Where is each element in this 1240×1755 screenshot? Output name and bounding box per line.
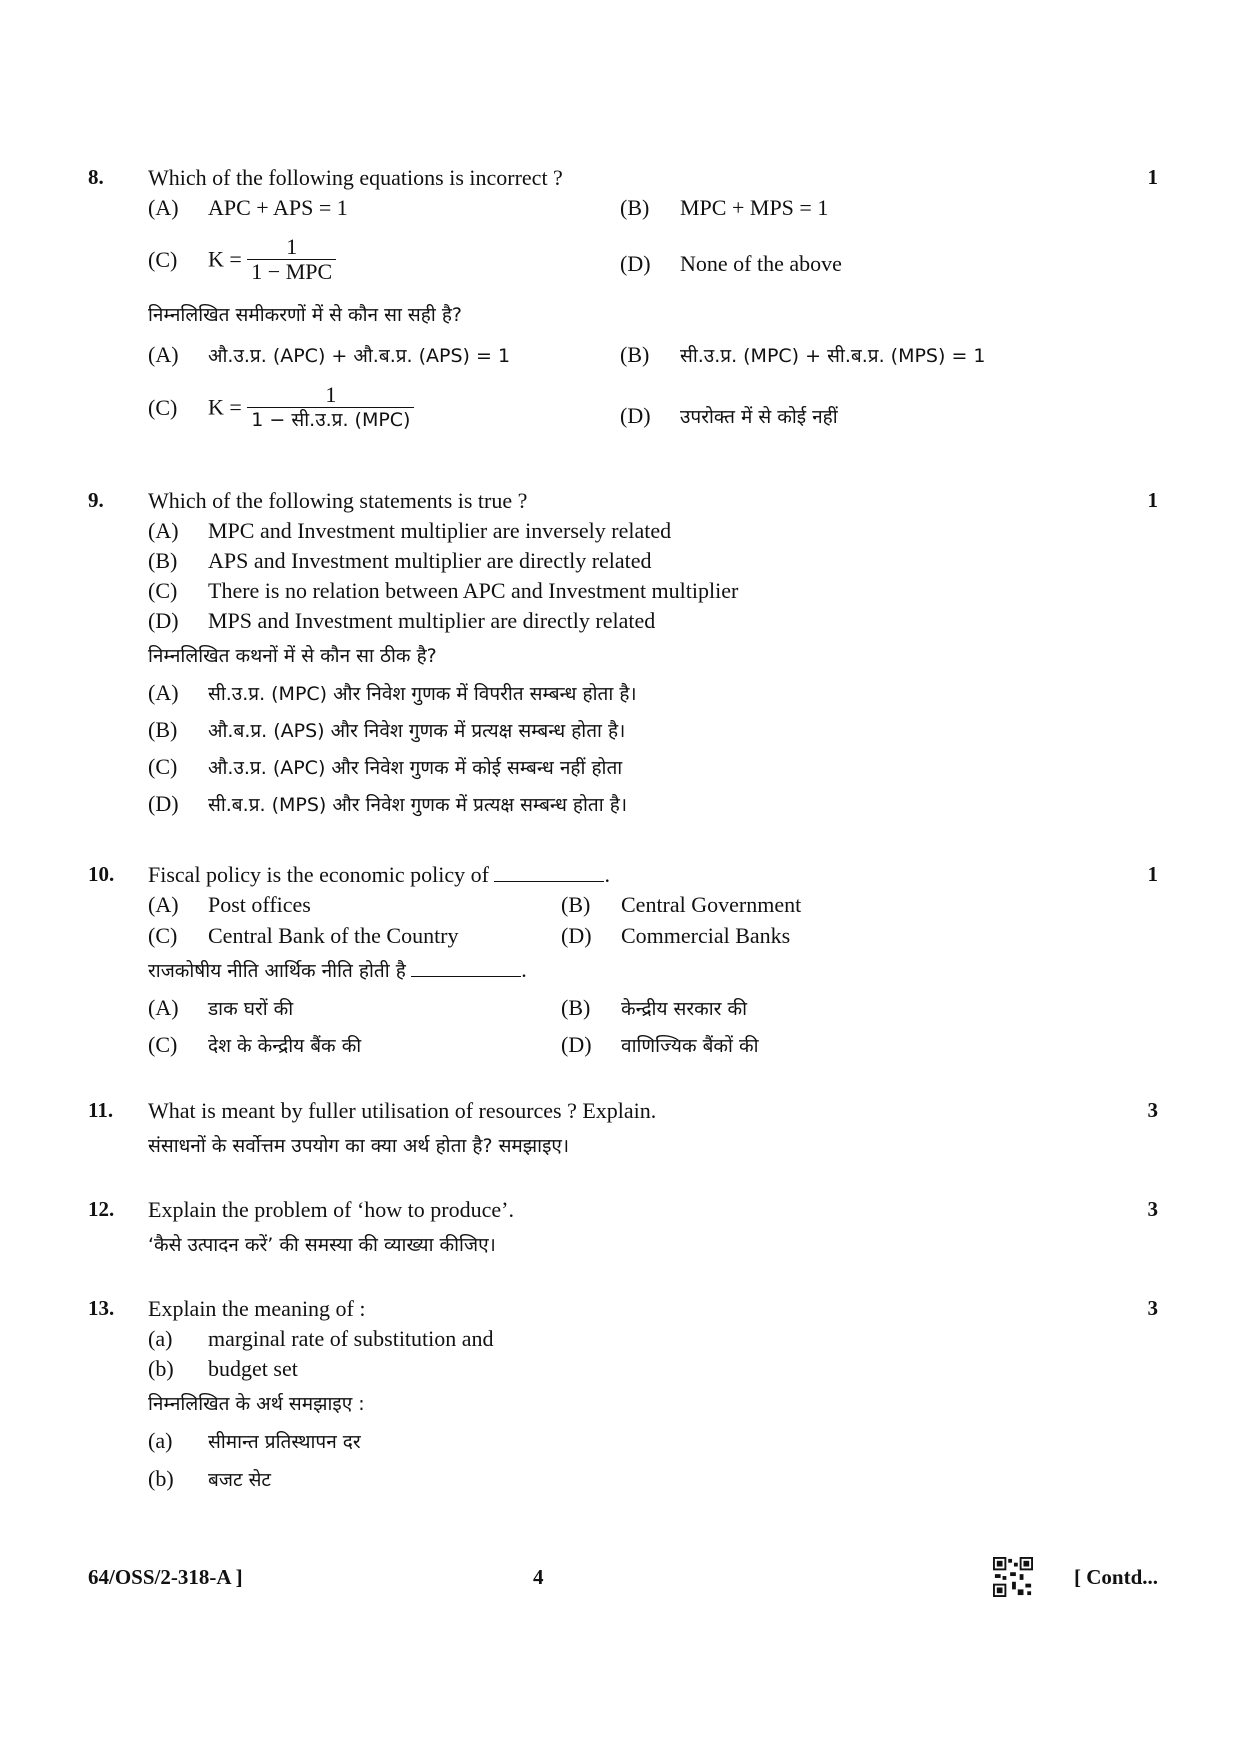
option-d-hi: (D) उपरोक्त में से कोई नहीं bbox=[620, 403, 838, 428]
question-text-hi: निम्नलिखित कथनों में से कौन सा ठीक है? bbox=[148, 645, 437, 667]
option-b: (B) APS and Investment multiplier are directly related bbox=[148, 548, 652, 573]
continued-label: [ Contd... bbox=[1073, 1565, 1158, 1589]
paper-code: 64/OSS/2-318-A ] bbox=[88, 1565, 243, 1589]
answer-blank bbox=[411, 958, 521, 977]
option-a-hi: (A) सी.उ.प्र. (MPC) और निवेश गुणक में विपरीत सम्बन्ध होता है। bbox=[148, 680, 637, 705]
question-text-hi: राजकोषीय नीति आर्थिक नीति होती है . bbox=[148, 957, 527, 982]
option-b-hi: (B) सी.उ.प्र. (MPC) + सी.ब.प्र. (MPS) = 1 bbox=[620, 342, 986, 367]
marks: 1 bbox=[1147, 862, 1158, 886]
option-a-hi: (A) औ.उ.प्र. (APC) + औ.ब.प्र. (APS) = 1 bbox=[148, 342, 511, 367]
question-text-en: What is meant by fuller utilisation of resources ? Explain. bbox=[148, 1098, 657, 1123]
qr-code-icon bbox=[993, 1557, 1033, 1597]
option-b: (B) Central Government bbox=[561, 892, 802, 917]
option-c-hi: (C) K = $\frac{1}{\text{1 − सी.उ.प्र. (MPC)}}$ bbox=[148, 383, 414, 432]
question-number: 11. bbox=[88, 1098, 114, 1122]
question-number: 12. bbox=[88, 1197, 115, 1221]
option-b-hi: (B) औ.ब.प्र. (APS) और निवेश गुणक में प्रत्यक्ष सम्बन्ध होता है। bbox=[148, 717, 626, 742]
option-a: (A) MPC and Investment multiplier are inversely related bbox=[148, 518, 672, 543]
option-d-hi: (D) सी.ब.प्र. (MPS) और निवेश गुणक में प्रत्यक्ष सम्बन्ध होता है। bbox=[148, 791, 628, 816]
option-d: (D) MPS and Investment multiplier are directly related bbox=[148, 608, 656, 633]
option-c-hi: (C) औ.उ.प्र. (APC) और निवेश गुणक में कोई सम्बन्ध नहीं होता bbox=[148, 754, 623, 779]
answer-blank bbox=[494, 863, 604, 882]
question-text-en: Fiscal policy is the economic policy of . bbox=[148, 862, 610, 887]
option-b-hi: (b) बजट सेट bbox=[148, 1466, 271, 1491]
question-text-en: Which of the following statements is true ? bbox=[148, 488, 528, 513]
option-a: (A) APC + APS = 1 bbox=[148, 195, 348, 220]
option-c: (C) Central Bank of the Country bbox=[148, 923, 459, 948]
question-text-hi: संसाधनों के सर्वोत्तम उपयोग का क्या अर्थ होता है? समझाइए। bbox=[148, 1135, 570, 1157]
option-c: (C) There is no relation between APC and Investment multiplier bbox=[148, 578, 739, 603]
question-text-en: Which of the following equations is incorrect ? bbox=[148, 165, 563, 190]
question-text-en: Explain the meaning of : bbox=[148, 1296, 366, 1321]
option-c-hi: (C) देश के केन्द्रीय बैंक की bbox=[148, 1032, 362, 1057]
option-a: (A) Post offices bbox=[148, 892, 311, 917]
option-b: (b) budget set bbox=[148, 1356, 298, 1381]
option-c: (C) K = $\frac{1}{\text{1 − MPC}}$ bbox=[148, 235, 336, 284]
option-b: (B) MPC + MPS = 1 bbox=[620, 195, 829, 220]
marks: 3 bbox=[1147, 1098, 1158, 1122]
question-number: 8. bbox=[88, 165, 104, 189]
question-number: 10. bbox=[88, 862, 115, 886]
question-text-en: Explain the problem of ‘how to produce’. bbox=[148, 1197, 514, 1222]
fraction: $\frac{1}{\text{1 − MPC}}$ bbox=[247, 235, 336, 284]
page-footer bbox=[88, 1565, 1158, 1605]
question-number: 13. bbox=[88, 1296, 115, 1320]
option-b-hi: (B) केन्द्रीय सरकार की bbox=[561, 995, 747, 1020]
marks: 1 bbox=[1147, 165, 1158, 189]
marks: 1 bbox=[1147, 488, 1158, 512]
option-a-hi: (a) सीमान्त प्रतिस्थापन दर bbox=[148, 1428, 361, 1453]
option-d: (D) None of the above bbox=[620, 251, 842, 276]
question-text-hi: निम्नलिखित के अर्थ समझाइए : bbox=[148, 1393, 365, 1415]
option-a-hi: (A) डाक घरों की bbox=[148, 995, 294, 1020]
question-text-hi: निम्नलिखित समीकरणों में से कौन सा सही है? bbox=[148, 304, 462, 326]
page-number: 4 bbox=[533, 1565, 544, 1589]
marks: 3 bbox=[1147, 1197, 1158, 1221]
option-a: (a) marginal rate of substitution and bbox=[148, 1326, 494, 1351]
option-d: (D) Commercial Banks bbox=[561, 923, 791, 948]
question-text-hi: ‘कैसे उत्पादन करें’ की समस्या की व्याख्या कीजिए। bbox=[148, 1234, 496, 1256]
question-number: 9. bbox=[88, 488, 104, 512]
option-d-hi: (D) वाणिज्यिक बैंकों की bbox=[561, 1032, 759, 1057]
fraction: $\frac{1}{\text{1 − सी.उ.प्र. (MPC)}}$ bbox=[247, 383, 414, 432]
marks: 3 bbox=[1147, 1296, 1158, 1320]
